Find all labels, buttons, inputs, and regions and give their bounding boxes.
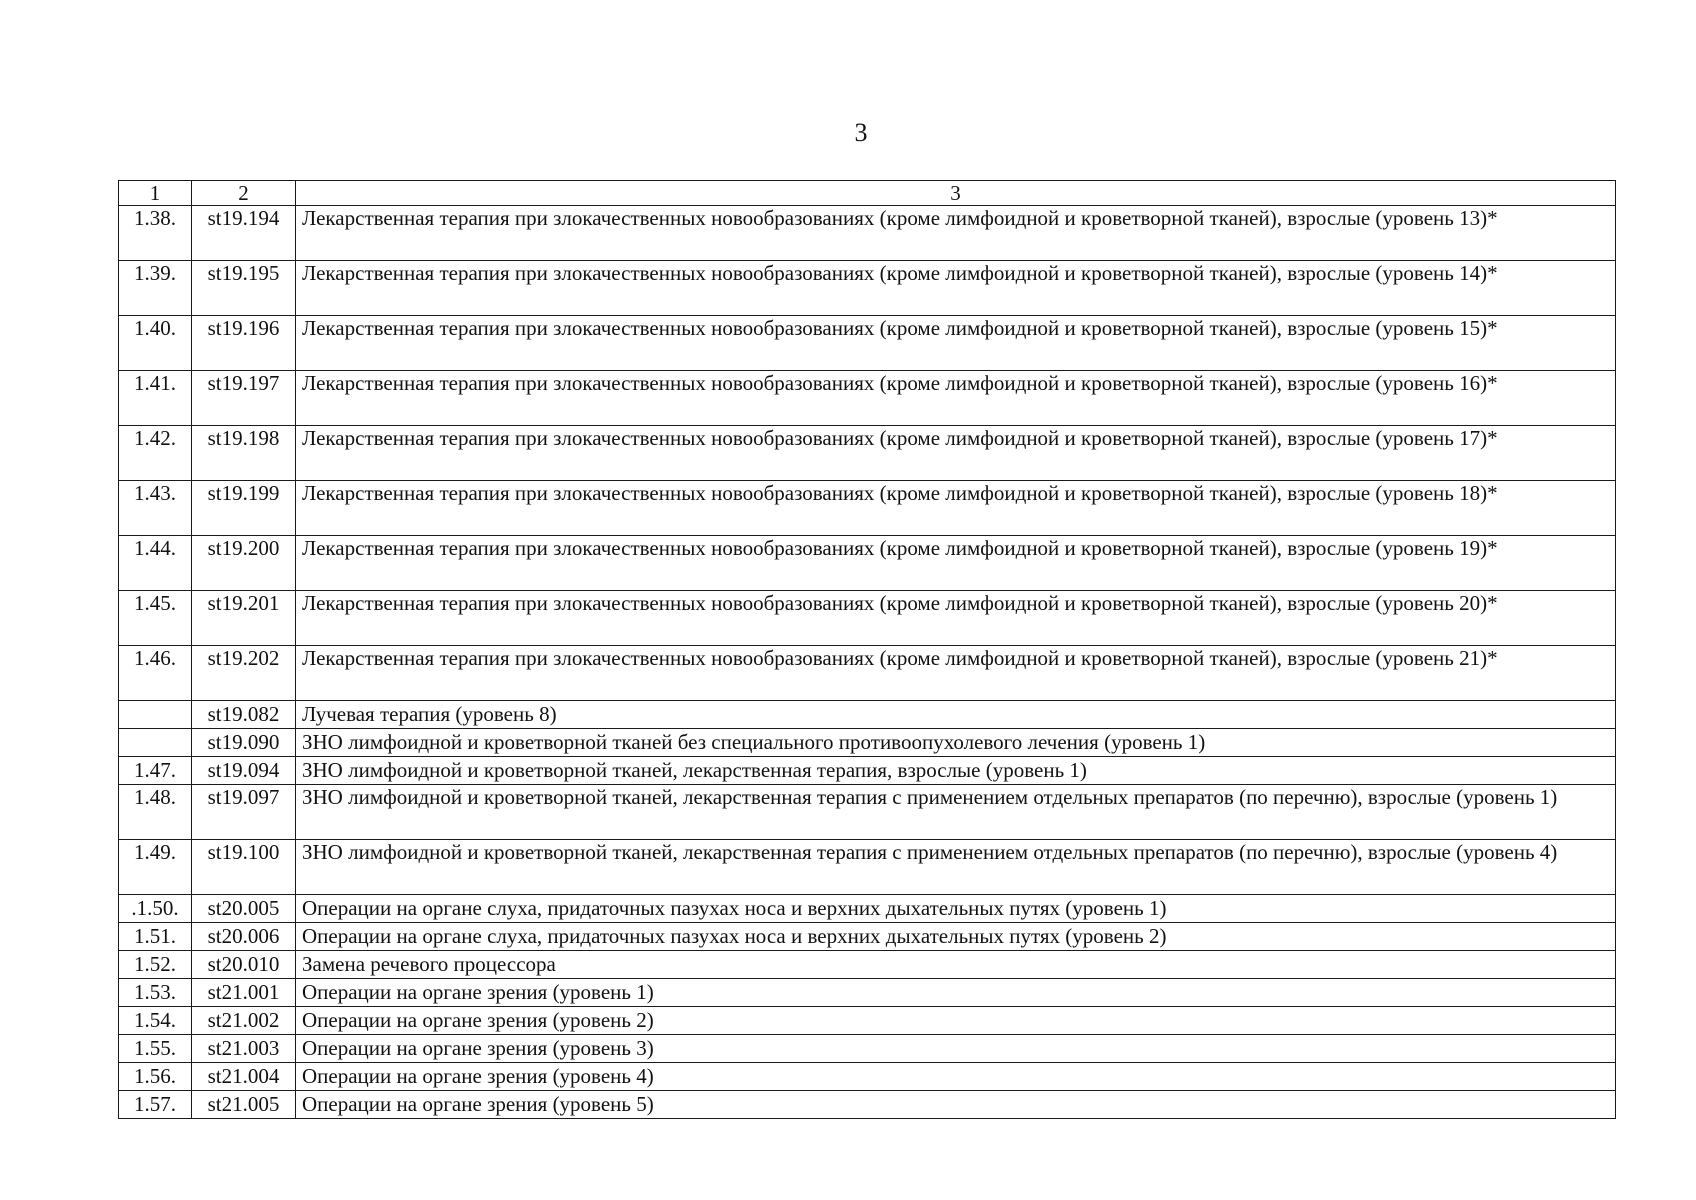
row-number: 1.49. [119, 840, 192, 895]
row-description: Операции на органе зрения (уровень 4) [296, 1063, 1616, 1091]
table-row [119, 536, 1616, 591]
row-number: 1.45. [119, 591, 192, 646]
row-code: st19.097 [192, 785, 296, 840]
row-code: st19.194 [192, 206, 296, 261]
row-code: st20.006 [192, 923, 296, 951]
row-number: 1.47. [119, 757, 192, 785]
row-code: st19.094 [192, 757, 296, 785]
row-number: 1.54. [119, 1007, 192, 1035]
row-description: Операции на органе зрения (уровень 2) [296, 1007, 1616, 1035]
row-code: st21.005 [192, 1091, 296, 1119]
table-row [119, 371, 1616, 426]
table-row [119, 646, 1616, 701]
row-code: st21.002 [192, 1007, 296, 1035]
row-description: Лекарственная терапия при злокачественных новообразованиях (кроме лимфоидной и кроветворной тканей), взрослые (уровень 21)* [296, 646, 1616, 701]
row-code: st19.082 [192, 701, 296, 729]
row-number: 1.56. [119, 1063, 192, 1091]
table-row [119, 1091, 1616, 1119]
table-row [119, 979, 1616, 1007]
table-row [119, 261, 1616, 316]
row-description: Операции на органе зрения (уровень 3) [296, 1035, 1616, 1063]
table-row [119, 785, 1616, 840]
row-code: st19.195 [192, 261, 296, 316]
row-description: ЗНО лимфоидной и кроветворной тканей, лекарственная терапия, взрослые (уровень 1) [296, 757, 1616, 785]
row-description: Операции на органе слуха, придаточных пазухах носа и верхних дыхательных путях (уровень 1) [296, 895, 1616, 923]
row-number: 1.51. [119, 923, 192, 951]
row-number: 1.44. [119, 536, 192, 591]
row-code: st19.202 [192, 646, 296, 701]
row-code: st19.201 [192, 591, 296, 646]
row-code: st19.196 [192, 316, 296, 371]
document-table [118, 180, 1616, 1119]
table-row [119, 1063, 1616, 1091]
row-code: st21.003 [192, 1035, 296, 1063]
row-code: st21.001 [192, 979, 296, 1007]
row-code: st19.199 [192, 481, 296, 536]
row-description: Лекарственная терапия при злокачественных новообразованиях (кроме лимфоидной и кроветворной тканей), взрослые (уровень 15)* [296, 316, 1616, 371]
row-number: 1.43. [119, 481, 192, 536]
row-number: 1.41. [119, 371, 192, 426]
row-code: st19.100 [192, 840, 296, 895]
row-description: Замена речевого процессора [296, 951, 1616, 979]
row-description: ЗНО лимфоидной и кроветворной тканей, лекарственная терапия с применением отдельных препаратов (по перечню), взрослые (уровень 1) [296, 785, 1616, 840]
table-row [119, 1035, 1616, 1063]
row-number: .1.50. [119, 895, 192, 923]
row-code: st19.200 [192, 536, 296, 591]
row-number: 1.46. [119, 646, 192, 701]
table-row [119, 895, 1616, 923]
row-description: Лекарственная терапия при злокачественных новообразованиях (кроме лимфоидной и кроветворной тканей), взрослые (уровень 14)* [296, 261, 1616, 316]
table-row [119, 316, 1616, 371]
table-header-row [119, 181, 1616, 206]
table-row [119, 757, 1616, 785]
row-description: ЗНО лимфоидной и кроветворной тканей, лекарственная терапия с применением отдельных препаратов (по перечню), взрослые (уровень 4) [296, 840, 1616, 895]
row-number [119, 701, 192, 729]
row-number: 1.42. [119, 426, 192, 481]
table-row [119, 481, 1616, 536]
row-number: 1.52. [119, 951, 192, 979]
row-number [119, 729, 192, 757]
table-row [119, 840, 1616, 895]
row-number: 1.57. [119, 1091, 192, 1119]
row-number: 1.48. [119, 785, 192, 840]
row-code: st20.010 [192, 951, 296, 979]
row-code: st21.004 [192, 1063, 296, 1091]
row-number: 1.40. [119, 316, 192, 371]
row-code: st19.197 [192, 371, 296, 426]
table-row [119, 701, 1616, 729]
table-row [119, 729, 1616, 757]
table-row [119, 951, 1616, 979]
row-description: Лекарственная терапия при злокачественных новообразованиях (кроме лимфоидной и кроветворной тканей), взрослые (уровень 19)* [296, 536, 1616, 591]
row-code: st19.090 [192, 729, 296, 757]
column-header-3: 3 [296, 181, 1616, 206]
column-header-1: 1 [119, 181, 192, 206]
table-row [119, 923, 1616, 951]
row-code: st19.198 [192, 426, 296, 481]
row-description: Лекарственная терапия при злокачественных новообразованиях (кроме лимфоидной и кроветворной тканей), взрослые (уровень 13)* [296, 206, 1616, 261]
column-header-2: 2 [192, 181, 296, 206]
table-row [119, 206, 1616, 261]
table-row [119, 591, 1616, 646]
row-description: Операции на органе зрения (уровень 1) [296, 979, 1616, 1007]
row-number: 1.53. [119, 979, 192, 1007]
table-row [119, 1007, 1616, 1035]
page-number: 3 [854, 118, 868, 147]
row-description: Операции на органе слуха, придаточных пазухах носа и верхних дыхательных путях (уровень 2) [296, 923, 1616, 951]
row-number: 1.55. [119, 1035, 192, 1063]
row-description: Лучевая терапия (уровень 8) [296, 701, 1616, 729]
row-number: 1.38. [119, 206, 192, 261]
row-description: Лекарственная терапия при злокачественных новообразованиях (кроме лимфоидной и кроветворной тканей), взрослые (уровень 20)* [296, 591, 1616, 646]
row-description: Лекарственная терапия при злокачественных новообразованиях (кроме лимфоидной и кроветворной тканей), взрослые (уровень 17)* [296, 426, 1616, 481]
row-number: 1.39. [119, 261, 192, 316]
row-description: Лекарственная терапия при злокачественных новообразованиях (кроме лимфоидной и кроветворной тканей), взрослые (уровень 18)* [296, 481, 1616, 536]
table-row [119, 426, 1616, 481]
row-description: Операции на органе зрения (уровень 5) [296, 1091, 1616, 1119]
row-code: st20.005 [192, 895, 296, 923]
row-description: ЗНО лимфоидной и кроветворной тканей без специального противоопухолевого лечения (уровень 1) [296, 729, 1616, 757]
row-description: Лекарственная терапия при злокачественных новообразованиях (кроме лимфоидной и кроветворной тканей), взрослые (уровень 16)* [296, 371, 1616, 426]
